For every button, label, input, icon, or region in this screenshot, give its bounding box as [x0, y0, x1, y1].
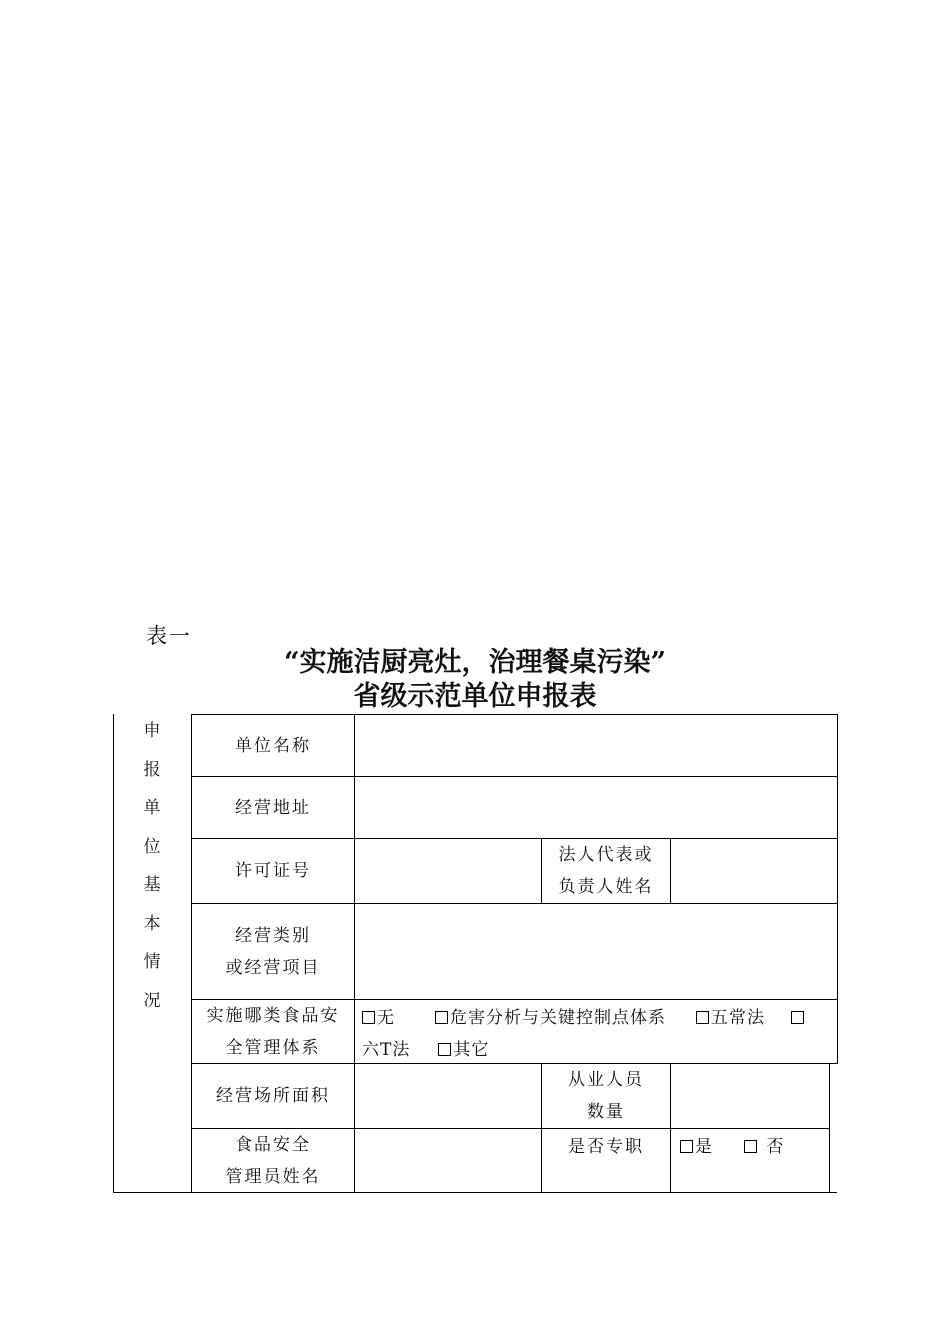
staff-count-label: 从业人员 数量	[568, 1070, 644, 1122]
option-none[interactable]: 无	[362, 1008, 395, 1028]
manager-label: 食品安全 管理员姓名	[225, 1134, 321, 1187]
checkbox-icon	[744, 1140, 757, 1153]
form-title-line1: “实施洁厨亮灶，治理餐桌污染”	[283, 647, 667, 678]
fulltime-options	[680, 1129, 829, 1165]
license-field[interactable]	[355, 839, 541, 903]
category-label: 经营类别 或经营项目	[225, 925, 321, 978]
option-no[interactable]: 否	[744, 1137, 785, 1157]
section-heading	[113, 712, 191, 1020]
section-char: 基	[143, 875, 161, 895]
legal-rep-label: 法人代表或 负责人姓名	[558, 845, 654, 897]
table-number: 表一	[146, 624, 192, 648]
manager-field[interactable]	[355, 1129, 541, 1192]
checkbox-icon	[791, 1011, 804, 1024]
section-char: 况	[143, 990, 161, 1011]
section-char: 单	[143, 798, 161, 818]
form-title-line2: 省级示范单位申报表	[353, 681, 597, 712]
option-yes[interactable]: 是	[680, 1137, 714, 1157]
license-label: 许可证号	[235, 861, 311, 881]
address-label: 经营地址	[235, 797, 311, 818]
fulltime-label: 是否专职	[568, 1137, 644, 1157]
unit-name-field[interactable]	[355, 715, 837, 776]
checkbox-icon	[362, 1011, 375, 1024]
section-char: 申	[143, 721, 161, 741]
option-5s[interactable]: 五常法	[696, 1008, 765, 1028]
option-haccp[interactable]: 危害分析与关键控制点体系	[435, 1008, 666, 1028]
staff-count-field[interactable]	[671, 1064, 829, 1128]
checkbox-icon	[680, 1140, 693, 1153]
category-field[interactable]	[355, 904, 837, 999]
section-char: 报	[143, 759, 161, 780]
section-char: 情	[143, 952, 161, 972]
section-char: 位	[143, 836, 161, 857]
system-label: 实施哪类食品安 全管理体系	[206, 1005, 340, 1058]
system-options	[362, 1002, 832, 1066]
address-field[interactable]	[355, 777, 837, 838]
checkbox-icon	[435, 1011, 448, 1024]
legal-rep-field[interactable]	[671, 839, 837, 903]
unit-name-label: 单位名称	[235, 735, 311, 756]
area-field[interactable]	[355, 1064, 541, 1128]
checkbox-icon	[438, 1043, 451, 1056]
checkbox-icon	[696, 1011, 709, 1024]
option-6t[interactable]: 六T法	[362, 1008, 806, 1060]
area-label: 经营场所面积	[216, 1086, 330, 1106]
section-char: 本	[143, 913, 161, 934]
option-other[interactable]: 其它	[438, 1040, 489, 1060]
